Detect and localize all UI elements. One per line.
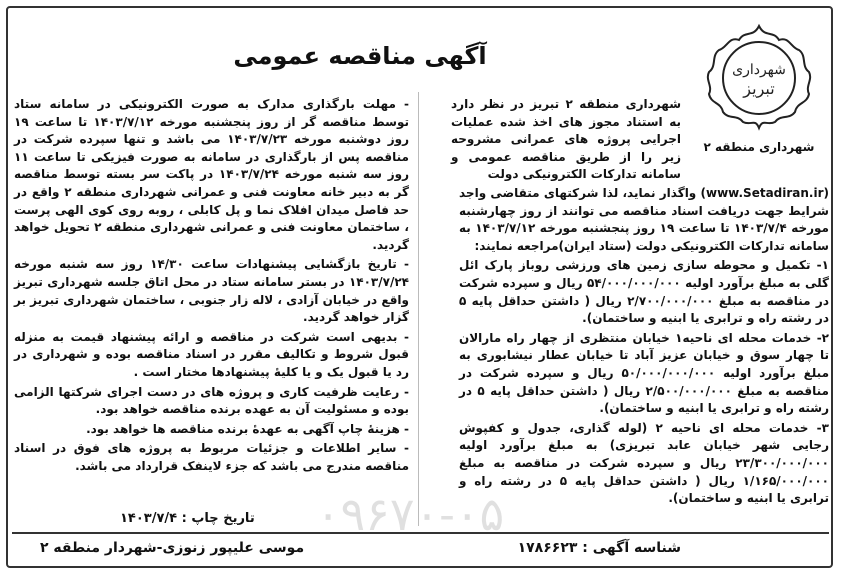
- ad-cost-note: - هزینهٔ چاپ آگهی به عهدهٔ برنده مناقصه ها خواهد بود.: [86, 421, 409, 436]
- project-item-1: ۱- تکمیل و محوطه سازی زمین های ورزشی روباز پارک ائل گلی به مبلغ برآورد اولیه ۵۴/۰۰۰/۰۰۰/۰۰۰ ریال و سپرده شرکت در مناقصه به مبلغ ۲/۷۰۰/۰۰۰/۰۰۰ ریال ( داشتن حداقل پایه ۵ در رشته راه و ترابری یا ابنیه و ساختمان).: [459, 258, 830, 326]
- other-details: - سایر اطلاعات و جزئیات مربوط به پروژه های فوق در اسناد مناقصه مندرج می باشد که جزء لاینفک قرارداد می باشد.: [14, 441, 409, 473]
- intro-text: شهرداری منطقه ۲ تبریز در نظر دارد به استناد مجوز های اخذ شده عملیات اجرایی پروژه های عمرانی مشروحه زیر را از طریق مناقصه عمومی و سامانه تدارکات الکترونیکی دولت: [451, 97, 681, 182]
- intro-paragraph: [451, 96, 681, 186]
- signatory: موسی علیپور زنوزی-شهردار منطقه ۲: [40, 540, 305, 556]
- right-column: [459, 185, 829, 510]
- submission-deadline: - مهلت بارگذاری مدارک به صورت الکترونیکی در سامانه ستاد توسط مناقصه گر از روز پنجشنبه مورخه ۱۴۰۳/۷/۱۲ تا ساعت ۱۹ روز دوشنبه مورخه ۱۴۰۳/۷/۲۳ می باشد و تنها سپرده شرکت در مناقصه پس از بارگذاری در سامانه به صورت فیزیکی تا ساعت ۱۱ روز سه شنبه مورخه ۱۴۰۳/۷/۲۴ در پاکت سر بسته توسط مناقصه گر به دبیر خانه معاونت فنی و عمرانی شهرداری منطقه ۲ واقع در حد فاصل میدان افلاک نما و پل کابلی ، روبه روی کوی الهی پرست ، ساختمان معاونت فنی و عمرانی شهرداری منطقه ۲ تحویل خواهد گردید.: [14, 97, 409, 252]
- ad-id: شناسه آگهی : ۱۷۸۶۶۲۳: [517, 540, 681, 556]
- print-date: تاریخ چاپ : ۱۴۰۳/۷/۴: [120, 511, 255, 526]
- watermark-text: ۰۹۶۷۰-۰۵: [315, 487, 505, 541]
- intro-continuation: (www.Setadiran.ir) واگذار نماید، لذا شرکتهای متقاضی واجد شرایط جهت دریافت اسناد مناقصه می توانند از روز چهارشنبه مورخه ۱۴۰۳/۷/۴ تا ساعت ۱۹ روز پنجشنبه مورخه ۱۴۰۳/۷/۱۲ به سامانه تدارکات الکترونیکی دولت (ستاد ایران)مراجعه نمایند:: [459, 186, 829, 253]
- department-label: شهرداری منطقه ۲: [703, 140, 815, 154]
- project-item-3: ۳- خدمات محله ای ناحیه ۲ (لوله گذاری، جدول و کفپوش رجایی شهر خیابان عابد تبریزی) به مبلغ برآورد اولیه ۲۳/۳۰۰/۰۰۰/۰۰۰ ریال و سپرده شرکت در مناقصه به مبلغ ۱/۱۶۵/۰۰۰/۰۰۰ ریال ( داشتن حداقل پایه ۵ در رشته راه و ترابری یا ابنیه و ساختمان).: [459, 420, 829, 506]
- footer-divider: [12, 532, 829, 534]
- municipality-logo: [699, 18, 819, 138]
- municipality-logo-icon: [699, 18, 819, 138]
- page-title: آگهی مناقصه عمومی: [233, 42, 487, 70]
- project-item-2: ۲- خدمات محله ای ناحیه۱ خیابان منتظری از چهار راه مارالان تا چهار سوق و خیابان عزیز آباد تا خیابان عطار نیشابوری به مبلغ برآورد اولیه ۵۰/۰۰۰/۰۰۰/۰۰۰ ریال و سپرده شرکت در مناقصه به مبلغ ۲/۵۰۰/۰۰۰/۰۰۰ ریال ( داشتن حداقل پایه ۵ در رشته راه و ترابری یا ابنیه و ساختمان).: [459, 330, 829, 416]
- capacity-requirement: - رعایت ظرفیت کاری و پروژه های در دست اجرای شرکتها الزامی بوده و مسئولیت آن به عهده برنده مناقصه خواهد بود.: [14, 384, 409, 417]
- column-divider: [418, 92, 419, 526]
- svg-text:تبریز: تبریز: [743, 79, 775, 98]
- left-column: [14, 96, 409, 477]
- terms-acceptance: - بدیهی است شرکت در مناقصه و ارائه پیشنهاد قیمت به منزله قبول شروط و تکالیف مقرر در اسناد مناقصه بوده و شهرداری در رد یا قبول یک و یا کلیهٔ پیشنهادها مختار است .: [14, 329, 409, 379]
- opening-date: - تاریخ بازگشایی پیشنهادات ساعت ۱۴/۳۰ روز سه شنبه مورخه ۱۴۰۳/۷/۲۴ در بستر سامانه ستاد در محل اتاق جلسه شهرداری تبریز واقع در خیابان آزادی ، لاله زار جنوبی ، ساختمان شهرداری تبریز بر گزار خواهد گردید.: [14, 257, 409, 325]
- svg-text:شهرداری: شهرداری: [732, 62, 786, 78]
